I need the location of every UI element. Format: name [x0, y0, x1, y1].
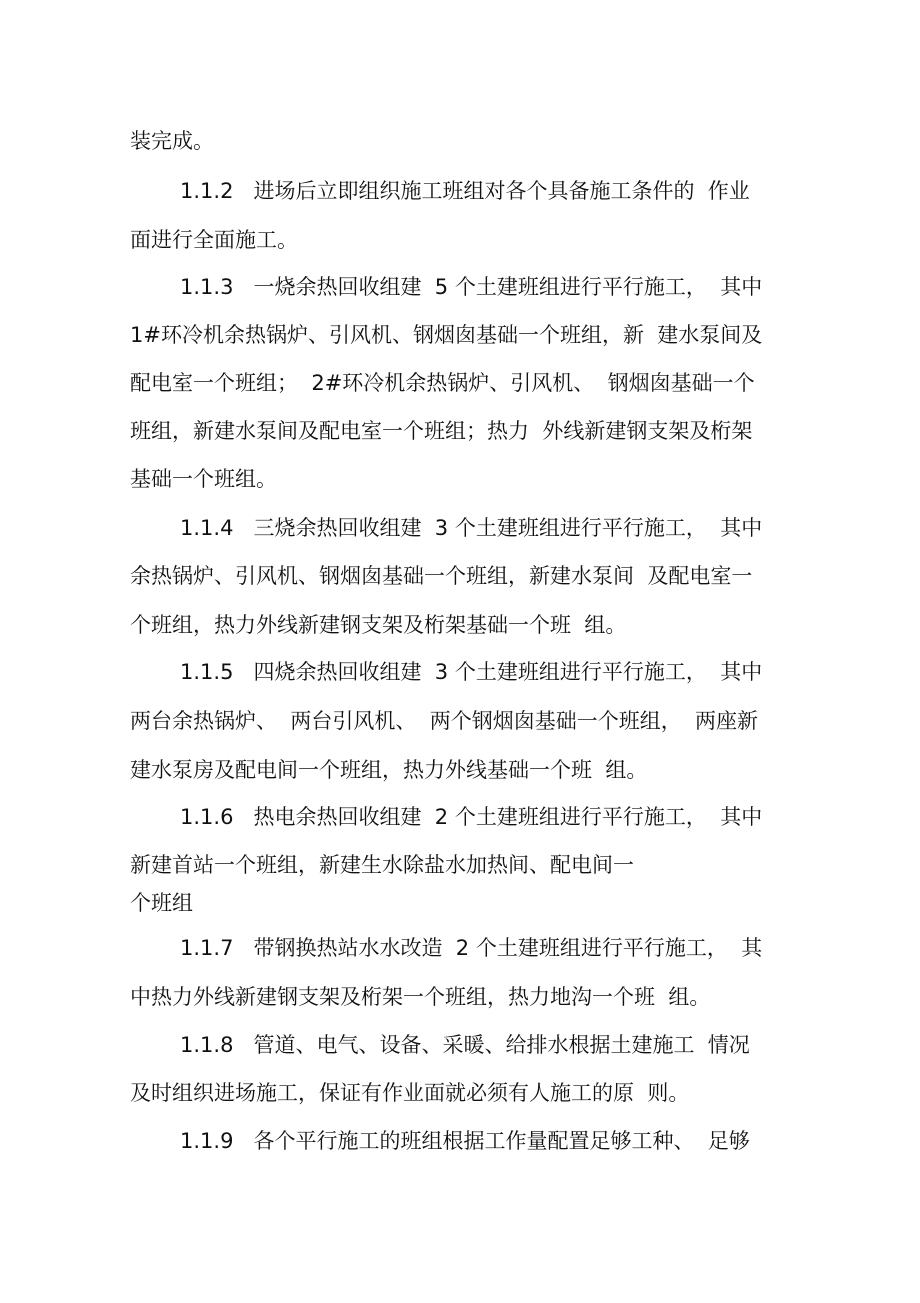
text-line: 个班组，热力外线新建钢支架及桁架基础一个班 组。	[130, 613, 627, 637]
text-line: 两台余热锅炉、 两台引风机、 两个钢烟囱基础一个班组， 两座新	[130, 709, 759, 733]
paragraph-1-1-3: 1.1.3 一烧余热回收组建 5 个土建班组进行平行施工， 其中	[180, 275, 763, 299]
text-line: 建水泵房及配电间一个班组，热力外线基础一个班 组。	[130, 758, 648, 782]
text-line: 基础一个班组。	[130, 467, 277, 491]
text-line: 新建首站一个班组，新建生水除盐水加热间、配电间一	[130, 853, 634, 877]
text-line: 余热锅炉、引风机、钢烟囱基础一个班组，新建水泵间 及配电室一	[130, 564, 753, 588]
paragraph-1-1-4: 1.1.4 三烧余热回收组建 3 个土建班组进行平行施工， 其中	[180, 516, 763, 540]
paragraph-1-1-2: 1.1.2 进场后立即组织施工班组对各个具备施工条件的 作业	[180, 179, 750, 203]
text-line: 面进行全面施工。	[130, 228, 298, 252]
paragraph-1-1-9: 1.1.9 各个平行施工的班组根据工作量配置足够工种、 足够	[180, 1129, 750, 1153]
text-line: 班组，新建水泵间及配电室一个班组；热力 外线新建钢支架及桁架	[130, 419, 753, 443]
paragraph-1-1-7: 1.1.7 带钢换热站水水改造 2 个土建班组进行平行施工， 其	[180, 936, 763, 960]
text-line: 配电室一个班组； 2#环冷机余热锅炉、引风机、 钢烟囱基础一个	[130, 371, 755, 395]
text-line: 及时组织进场施工，保证有作业面就必须有人施工的原 则。	[130, 1081, 690, 1105]
text-line: 装完成。	[130, 129, 214, 153]
paragraph-1-1-5: 1.1.5 四烧余热回收组建 3 个土建班组进行平行施工， 其中	[180, 660, 763, 684]
paragraph-1-1-8: 1.1.8 管道、电气、设备、采暖、给排水根据土建施工 情况	[180, 1033, 750, 1057]
paragraph-1-1-6: 1.1.6 热电余热回收组建 2 个土建班组进行平行施工， 其中	[180, 805, 763, 829]
text-line: 个班组	[130, 891, 193, 915]
text-line: 中热力外线新建钢支架及桁架一个班组，热力地沟一个班 组。	[130, 985, 711, 1009]
text-line: 1#环冷机余热锅炉、引风机、钢烟囱基础一个班组，新 建水泵间及	[130, 323, 763, 347]
